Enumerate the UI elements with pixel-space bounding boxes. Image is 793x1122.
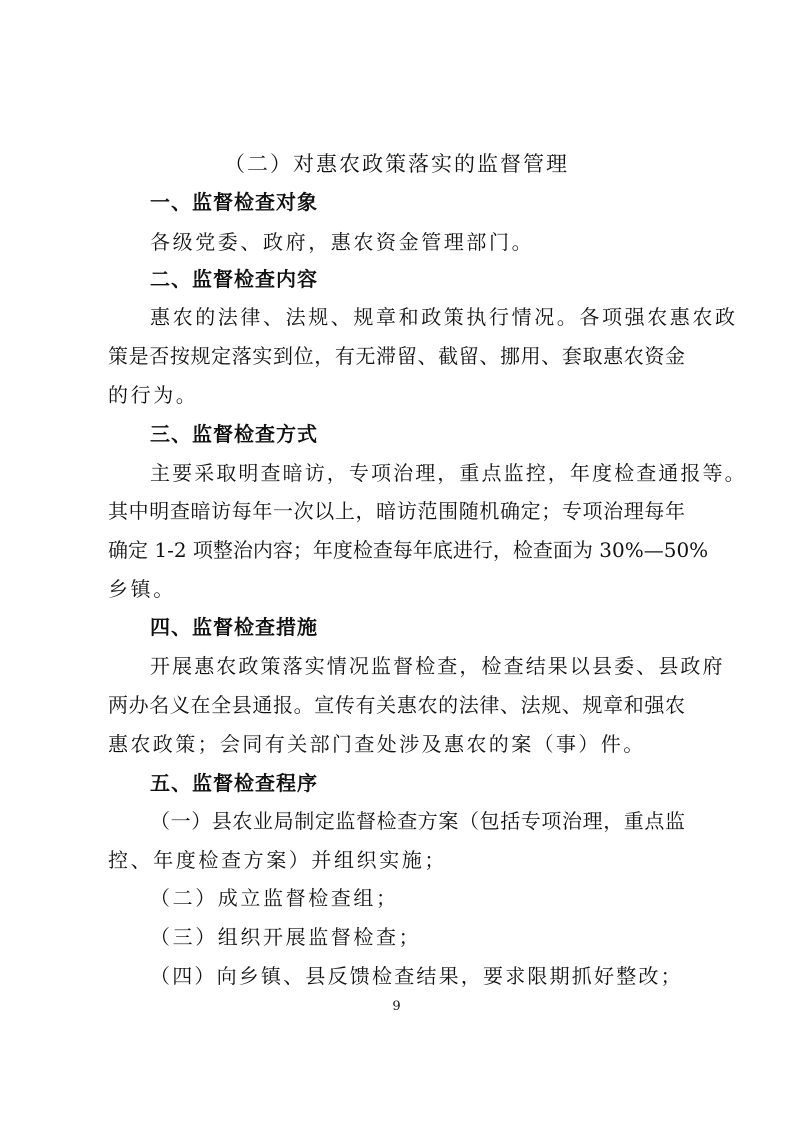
paragraph-line: 乡镇。 [108, 577, 176, 601]
paragraph-line: （四）向乡镇、县反馈检查结果，要求限期抓好整改； [150, 964, 683, 988]
paragraph-line: 策是否按规定落实到位，有无滞留、截留、挪用、套取惠农资金 [108, 344, 685, 368]
paragraph-line: 确定 1-2 项整治内容；年度检查每年底进行，检查面为 30%—50% [108, 538, 709, 562]
page-number: 9 [392, 999, 401, 1014]
paragraph-line: （二）成立监督检查组； [150, 886, 399, 910]
paragraph-line: 惠农的法律、法规、规章和政策执行情况。各项强农惠农政 [150, 305, 738, 329]
paragraph-line: 其中明查暗访每年一次以上，暗访范围随机确定；专项治理每年 [108, 499, 685, 523]
heading-supervision-targets: 一、监督检查对象 [150, 190, 318, 214]
paragraph-line: 控、年度检查方案）并组织实施； [108, 848, 447, 872]
heading-supervision-content: 二、监督检查内容 [150, 267, 318, 291]
paragraph-line: （一）县农业局制定监督检查方案（包括专项治理，重点监 [150, 809, 685, 833]
paragraph-line: 惠农政策；会同有关部门查处涉及惠农的案（事）件。 [108, 732, 646, 756]
paragraph-line: 开展惠农政策落实情况监督检查，检查结果以县委、县政府 [150, 654, 725, 678]
heading-supervision-measures: 四、监督检查措施 [150, 615, 318, 639]
paragraph-line: 各级党委、政府，惠农资金管理部门。 [150, 230, 535, 254]
paragraph-line: （三）组织开展监督检查； [150, 925, 422, 949]
heading-supervision-methods: 三、监督检查方式 [150, 422, 318, 446]
paragraph-line: 的行为。 [108, 383, 199, 407]
paragraph-line: 两办名义在全县通报。宣传有关惠农的法律、法规、规章和强农 [108, 693, 685, 717]
paragraph-line: 主要采取明查暗访，专项治理，重点监控，年度检查通报等。 [150, 461, 747, 485]
heading-supervision-procedure: 五、监督检查程序 [150, 771, 318, 795]
section-title: （二）对惠农政策落实的监督管理 [224, 152, 569, 176]
